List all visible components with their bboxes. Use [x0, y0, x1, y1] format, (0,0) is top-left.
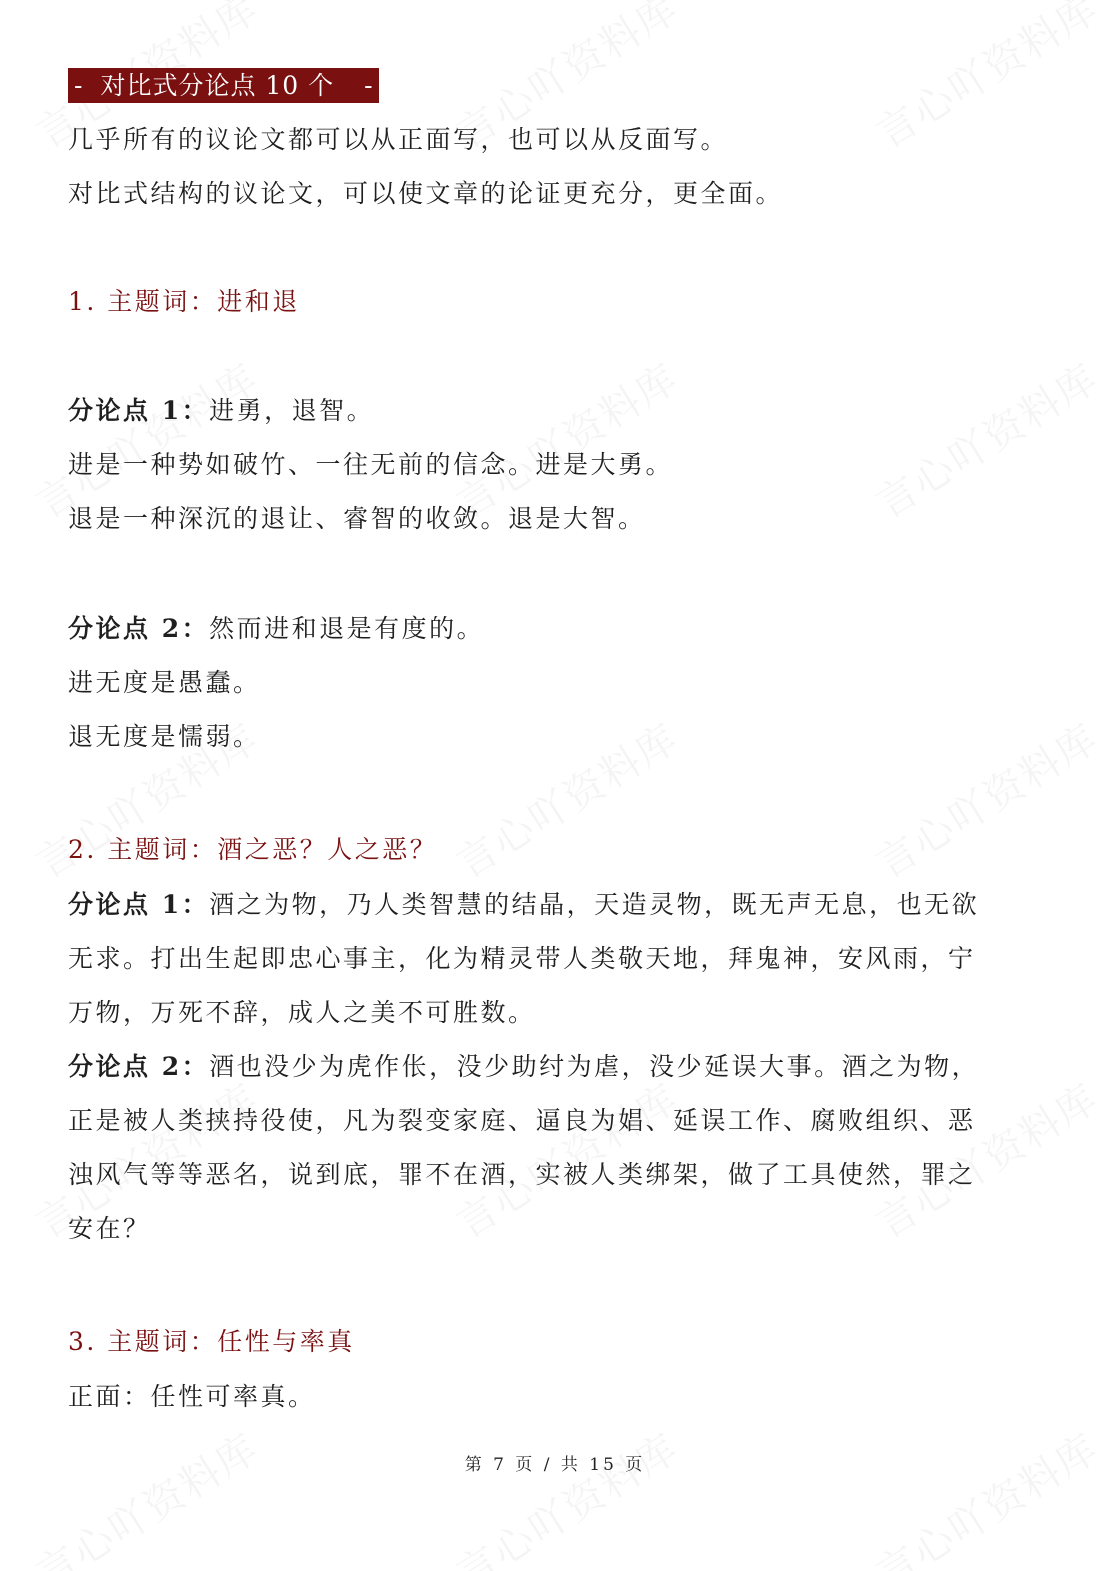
point-text: 进勇，退智。 [209, 396, 375, 425]
point-lead: 分论点 2： [68, 614, 210, 643]
watermark [24, 1418, 268, 1571]
paragraph-line: 安在？ [68, 1214, 151, 1243]
section2-points [68, 878, 979, 1256]
paragraph-line: 退是一种深沉的退让、睿智的收敛。退是大智。 [68, 504, 646, 533]
point-line [68, 1040, 979, 1094]
paragraph-line: 浊风气等等恶名，说到底，罪不在酒，实被人类绑架，做了工具使然，罪之 [68, 1160, 976, 1189]
point-lead: 分论点 1： [68, 396, 210, 425]
paragraph-line: 万物，万死不辞，成人之美不可胜数。 [68, 998, 536, 1027]
paragraph-line: 正面：任性可率真。 [68, 1382, 316, 1411]
paragraph-line: 退无度是懦弱。 [68, 722, 261, 751]
section-heading-1: 1. 主题词：进和退 [68, 287, 300, 316]
page-footer: 第 7 页 / 共 15 页 [464, 1455, 646, 1475]
point-text: 酒也没少为虎作伥，没少助纣为虐，没少延误大事。酒之为物， [209, 1052, 980, 1081]
intro-line: 几乎所有的议论文都可以从正面写，也可以从反面写。 [68, 125, 729, 154]
paragraph-line: 进是一种势如破竹、一往无前的信念。进是大勇。 [68, 450, 674, 479]
point-line [68, 602, 484, 656]
intro [68, 113, 783, 221]
section1-points-2 [68, 602, 484, 764]
paragraph-line: 进无度是愚蠢。 [68, 668, 261, 697]
watermark [864, 1418, 1108, 1571]
point-lead: 分论点 1： [68, 890, 210, 919]
banner-dash-right: - [364, 71, 373, 100]
watermark [444, 1418, 688, 1571]
section1-points [68, 384, 673, 546]
paragraph-line: 无求。打出生起即忠心事主，化为精灵带人类敬天地，拜鬼神，安风雨，宁 [68, 944, 976, 973]
point-line [68, 878, 979, 932]
watermark [864, 708, 1108, 890]
section-heading-3: 3. 主题词：任性与率真 [68, 1327, 355, 1356]
point-text: 酒之为物，乃人类智慧的结晶，天造灵物，既无声无息，也无欲 [209, 890, 980, 919]
intro-line: 对比式结构的议论文，可以使文章的论证更充分，更全面。 [68, 179, 784, 208]
watermark [864, 0, 1108, 159]
watermark [864, 348, 1108, 530]
paragraph-line: 正是被人类挟持役使，凡为裂变家庭、逼良为娼、延误工作、腐败组织、恶 [68, 1106, 976, 1135]
section-heading-2: 2. 主题词：酒之恶？人之恶？ [68, 835, 438, 864]
banner-dash-left: - [74, 71, 83, 100]
section-banner [68, 68, 379, 103]
banner-title: 对比式分论点 10 个 [100, 71, 335, 100]
section3-points [68, 1370, 316, 1424]
point-text: 然而进和退是有度的。 [209, 614, 485, 643]
point-lead: 分论点 2： [68, 1052, 210, 1081]
point-line [68, 384, 673, 438]
